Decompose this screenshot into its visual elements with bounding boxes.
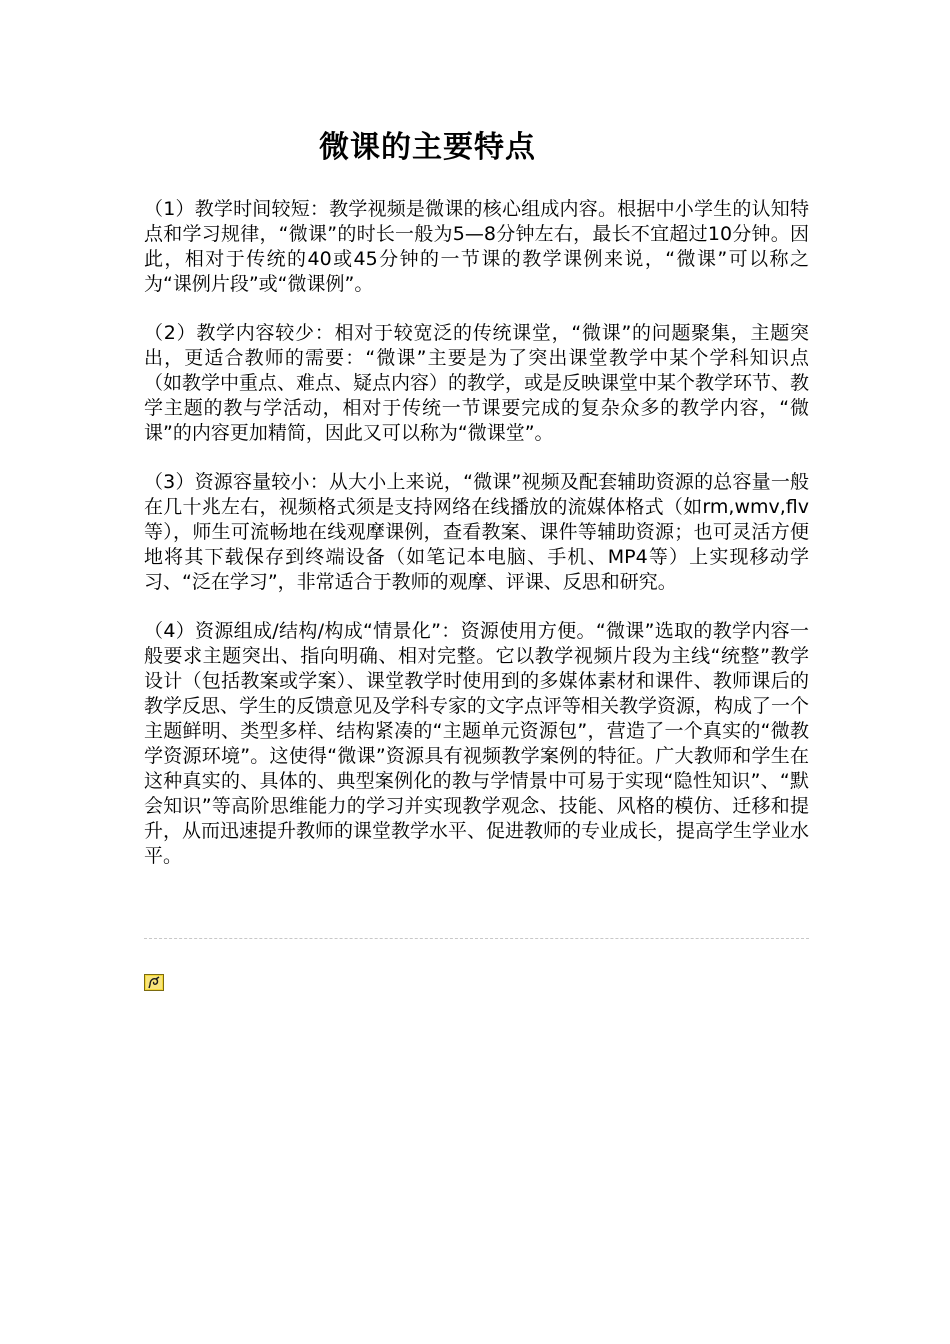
paragraph-2: （2）教学内容较少：相对于较宽泛的传统课堂，“微课”的问题聚集，主题突出，更适合教师的需要：“微课”主要是为了突出课堂教学中某个学科知识点（如教学中重点、难点、疑点内容）的教学，或是反映课堂中某个教学环节、教学主题的教与学活动，相对于传统一节课要完成的复杂众多的教学内容，“微课”的内容更加精简，因此又可以称为“微课堂”。 [144, 322, 810, 444]
paragraph-1: （1）教学时间较短：教学视频是微课的核心组成内容。根据中小学生的认知特点和学习规律，“微课”的时长一般为5—8分钟左右，最长不宜超过10分钟。因此，相对于传统的40或45分钟的一节课的教学课例来说，“微课”可以称之为“课例片段”或“微课例”。 [144, 198, 809, 295]
document-title: 微课的主要特点 [319, 130, 536, 165]
embedded-object-icon[interactable] [144, 974, 164, 991]
section-divider [144, 938, 809, 939]
document-body [144, 197, 809, 869]
paragraph-3: （3）资源容量较小：从大小上来说，“微课”视频及配套辅助资源的总容量一般在几十兆左右，视频格式须是支持网络在线播放的流媒体格式（如rm,wmv,flv等），师生可流畅地在线观摩课例，查看教案、课件等辅助资源；也可灵活方便地将其下载保存到终端设备（如笔记本电脑、手机、MP4等）上实现移动学习、“泛在学习”，非常适合于教师的观摩、评课、反思和研究。 [144, 471, 809, 593]
paragraph-4: （4）资源组成/结构/构成“情景化”：资源使用方便。“微课”选取的教学内容一般要求主题突出、指向明确、相对完整。它以教学视频片段为主线“统整”教学设计（包括教案或学案）、课堂教学时使用到的多媒体素材和课件、教师课后的教学反思、学生的反馈意见及学科专家的文字点评等相关教学资源，构成了一个主题鲜明、类型多样、结构紧凑的“主题单元资源包”，营造了一个真实的“微教学资源环境”。这使得“微课”资源具有视频教学案例的特征。广大教师和学生在这种真实的、具体的、典型案例化的教与学情景中可易于实现“隐性知识”、“默会知识”等高阶思维能力的学习并实现教学观念、技能、风格的模仿、迁移和提升，从而迅速提升教师的课堂教学水平、促进教师的专业成长，提高学生学业水平。 [144, 620, 810, 867]
